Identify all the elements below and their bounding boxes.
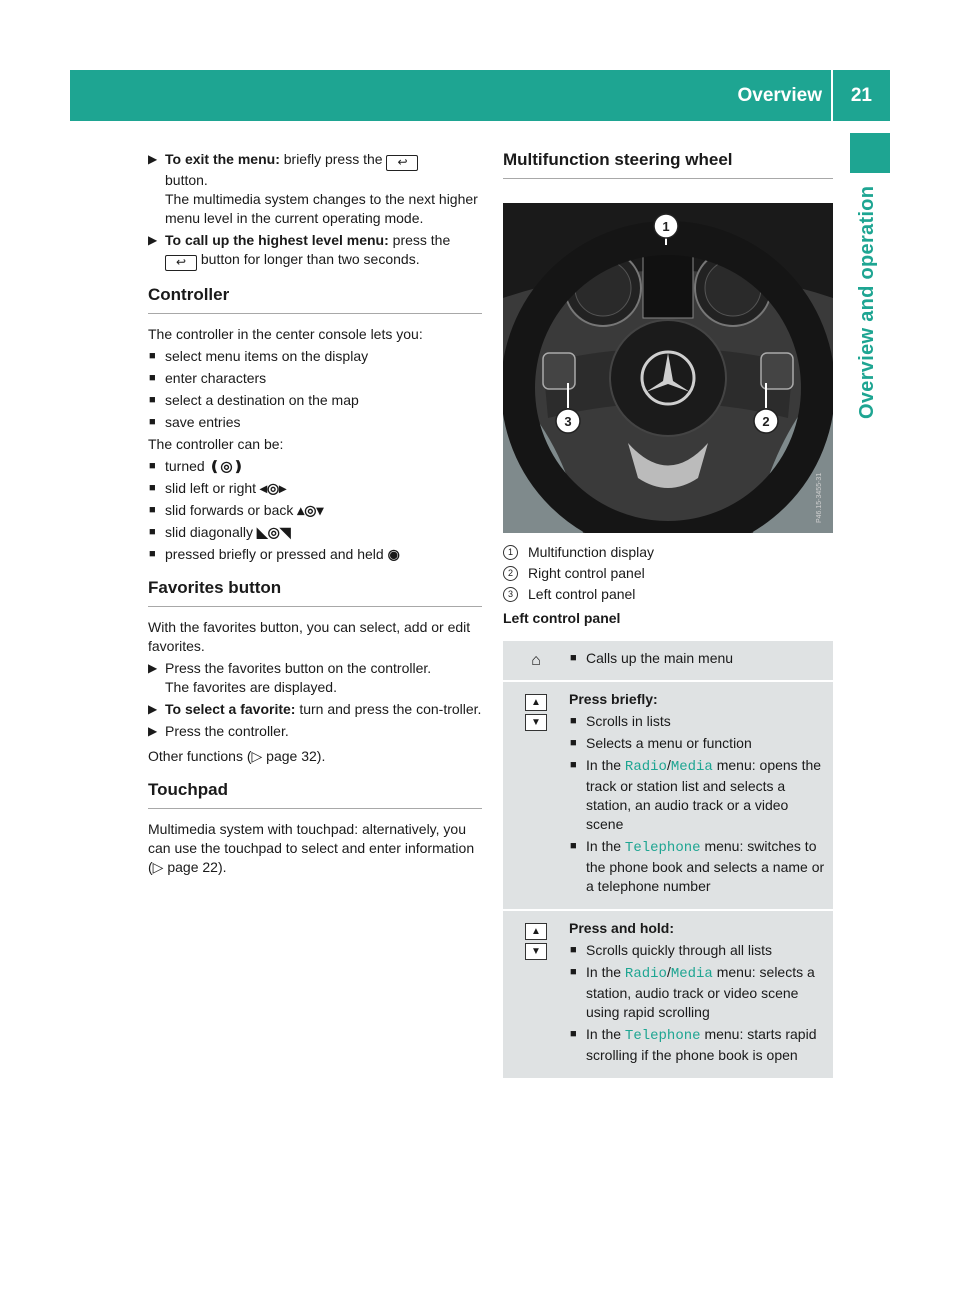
table-row bbox=[503, 641, 833, 682]
bullet-icon: ■ bbox=[149, 394, 156, 406]
list-item: ■ turned ❪◎❫ bbox=[149, 458, 245, 474]
row-title: Press briefly: bbox=[569, 691, 658, 707]
bullet-icon: ■ bbox=[570, 944, 577, 956]
svg-text:2: 2 bbox=[762, 414, 770, 429]
list-item: ■ Calls up the main menu bbox=[570, 650, 734, 666]
list-item: ■ pressed briefly or pressed and held ◉ bbox=[149, 546, 400, 562]
step-text: press the bbox=[392, 232, 451, 248]
back-button-icon: ↩ bbox=[165, 255, 197, 271]
heading-steering-wheel: Multifunction steering wheel bbox=[503, 150, 833, 179]
table-row bbox=[503, 682, 833, 911]
heading-touchpad: Touchpad bbox=[148, 780, 482, 809]
list-item: ■ In the Telephone menu: starts rapid scrolling if the phone book is open bbox=[570, 1026, 817, 1063]
step-select-favorite: ▶ To select a favorite: turn and press the con-troller. bbox=[148, 701, 482, 717]
heading-controller: Controller bbox=[148, 285, 482, 314]
list-item: ■ In the Radio/Media menu: opens the track or station list and selects a station, an audio track or a video scene bbox=[570, 757, 822, 832]
left-column bbox=[148, 150, 482, 880]
step-highest-menu bbox=[148, 231, 482, 271]
step-arrow-icon: ▶ bbox=[148, 152, 158, 166]
bullet-icon: ■ bbox=[149, 504, 156, 516]
page-ref-icon: ▷ bbox=[251, 748, 263, 764]
table-title: Left control panel bbox=[503, 610, 621, 626]
controller-slide-diagonal-icon: ◣◎◥ bbox=[256, 524, 291, 540]
list-item: ■ Scrolls in lists bbox=[570, 713, 671, 729]
legend-item: 1 Multifunction display bbox=[503, 543, 833, 562]
callout-number-icon: 3 bbox=[503, 587, 518, 602]
favorites-intro: With the favorites button, you can select, add or edit favorites. bbox=[148, 619, 471, 654]
menu-media: Media bbox=[670, 966, 713, 982]
bullet-icon: ■ bbox=[149, 372, 156, 384]
row-title: Press and hold: bbox=[569, 920, 675, 936]
control-panel-table bbox=[503, 641, 833, 1078]
menu-telephone: Telephone bbox=[624, 1028, 701, 1044]
bullet-icon: ■ bbox=[570, 737, 577, 749]
bullet-icon: ■ bbox=[149, 416, 156, 428]
page-number: 21 bbox=[850, 85, 872, 106]
scroll-down-icon: ▼ bbox=[525, 943, 547, 960]
svg-text:1: 1 bbox=[662, 219, 670, 234]
bullet-icon: ■ bbox=[149, 482, 156, 494]
bullet-icon: ■ bbox=[570, 840, 577, 852]
list-item: ■ In the Radio/Media menu: selects a station, audio track or video scene using rapid scrolling bbox=[570, 964, 815, 1020]
scroll-up-icon: ▲ bbox=[525, 923, 547, 940]
right-column bbox=[503, 150, 833, 1078]
page-ref-link[interactable]: page 32). bbox=[266, 748, 326, 764]
list-item: ■ slid diagonally ◣◎◥ bbox=[149, 524, 291, 540]
controller-press-icon: ◉ bbox=[387, 546, 400, 562]
header-bar bbox=[70, 70, 890, 121]
bullet-icon: ■ bbox=[149, 526, 156, 538]
step-arrow-icon: ▶ bbox=[148, 724, 158, 738]
steering-wheel-image bbox=[503, 203, 833, 533]
list-item: ■ select menu items on the display bbox=[149, 348, 369, 364]
menu-telephone: Telephone bbox=[624, 840, 701, 856]
bullet-icon: ■ bbox=[570, 652, 577, 664]
list-item: ■ In the Telephone menu: switches to the phone book and selects a name or a telephone number bbox=[570, 838, 825, 894]
step-favorites-press: ▶ Press the favorites button on the controller. The favorites are displayed. bbox=[148, 660, 432, 695]
controller-slide-fb-icon: ▴◎▾ bbox=[297, 502, 324, 518]
other-functions: Other functions (▷ page 32). bbox=[148, 748, 326, 764]
list-item: ■ enter characters bbox=[149, 370, 267, 386]
legend-item: 2 Right control panel bbox=[503, 564, 833, 583]
controller-turn-icon: ❪◎❫ bbox=[208, 458, 245, 474]
step-label: To call up the highest level menu: bbox=[165, 232, 389, 248]
step-text: briefly press the bbox=[283, 151, 383, 167]
menu-radio: Radio bbox=[624, 759, 667, 775]
step-exit-menu bbox=[148, 150, 482, 228]
section-title: Overview bbox=[737, 85, 822, 106]
controller-can-be: The controller can be: bbox=[148, 436, 284, 452]
list-item: ■ slid left or right ◂◎▸ bbox=[149, 480, 287, 496]
menu-media: Media bbox=[670, 759, 713, 775]
bullet-icon: ■ bbox=[149, 548, 156, 560]
list-item: ■ select a destination on the map bbox=[149, 392, 359, 408]
chapter-label: Overview and operation bbox=[856, 186, 878, 420]
page-ref-icon: ▷ bbox=[152, 859, 164, 875]
image-code: P46.15-3455-31 bbox=[816, 472, 823, 523]
heading-favorites: Favorites button bbox=[148, 578, 482, 607]
svg-text:3: 3 bbox=[564, 414, 572, 429]
bullet-icon: ■ bbox=[570, 1028, 577, 1040]
table-row bbox=[503, 911, 833, 1078]
step-label: To exit the menu: bbox=[165, 151, 280, 167]
step-text: button for longer than two seconds. bbox=[200, 251, 420, 267]
menu-radio: Radio bbox=[624, 966, 667, 982]
home-icon: ⌂ bbox=[531, 652, 541, 669]
step-text: The multimedia system changes to the next higher menu level in the current operating mode. bbox=[165, 191, 478, 226]
step-arrow-icon: ▶ bbox=[148, 702, 158, 716]
list-item: ■ Selects a menu or function bbox=[570, 735, 752, 751]
bullet-icon: ■ bbox=[149, 460, 156, 472]
step-arrow-icon: ▶ bbox=[148, 661, 158, 675]
legend-item: 3 Left control panel bbox=[503, 585, 833, 604]
touchpad-text: Multimedia system with touchpad: alternatively, you can use the touchpad to select and enter information (▷ page 22). bbox=[148, 821, 475, 875]
scroll-up-icon: ▲ bbox=[525, 694, 547, 711]
header-separator bbox=[831, 70, 833, 121]
list-item: ■ slid forwards or back ▴◎▾ bbox=[149, 502, 324, 518]
back-button-icon: ↩ bbox=[386, 155, 418, 171]
list-item: ■ Scrolls quickly through all lists bbox=[570, 942, 772, 958]
controller-slide-lr-icon: ◂◎▸ bbox=[259, 480, 287, 496]
bullet-icon: ■ bbox=[149, 350, 156, 362]
bullet-icon: ■ bbox=[570, 966, 577, 978]
step-arrow-icon: ▶ bbox=[148, 233, 158, 247]
bullet-icon: ■ bbox=[570, 715, 577, 727]
scroll-down-icon: ▼ bbox=[525, 714, 547, 731]
list-item: ■ save entries bbox=[149, 414, 241, 430]
page-ref-link[interactable]: page 22). bbox=[167, 859, 227, 875]
step-press-controller: ▶ Press the controller. bbox=[148, 723, 289, 739]
callout-number-icon: 1 bbox=[503, 545, 518, 560]
controller-intro: The controller in the center console lets you: bbox=[148, 326, 423, 342]
step-text: button. bbox=[165, 172, 208, 188]
bullet-icon: ■ bbox=[570, 759, 577, 771]
steering-wheel-illustration bbox=[503, 203, 833, 533]
chapter-tab-marker bbox=[850, 133, 890, 173]
callout-number-icon: 2 bbox=[503, 566, 518, 581]
